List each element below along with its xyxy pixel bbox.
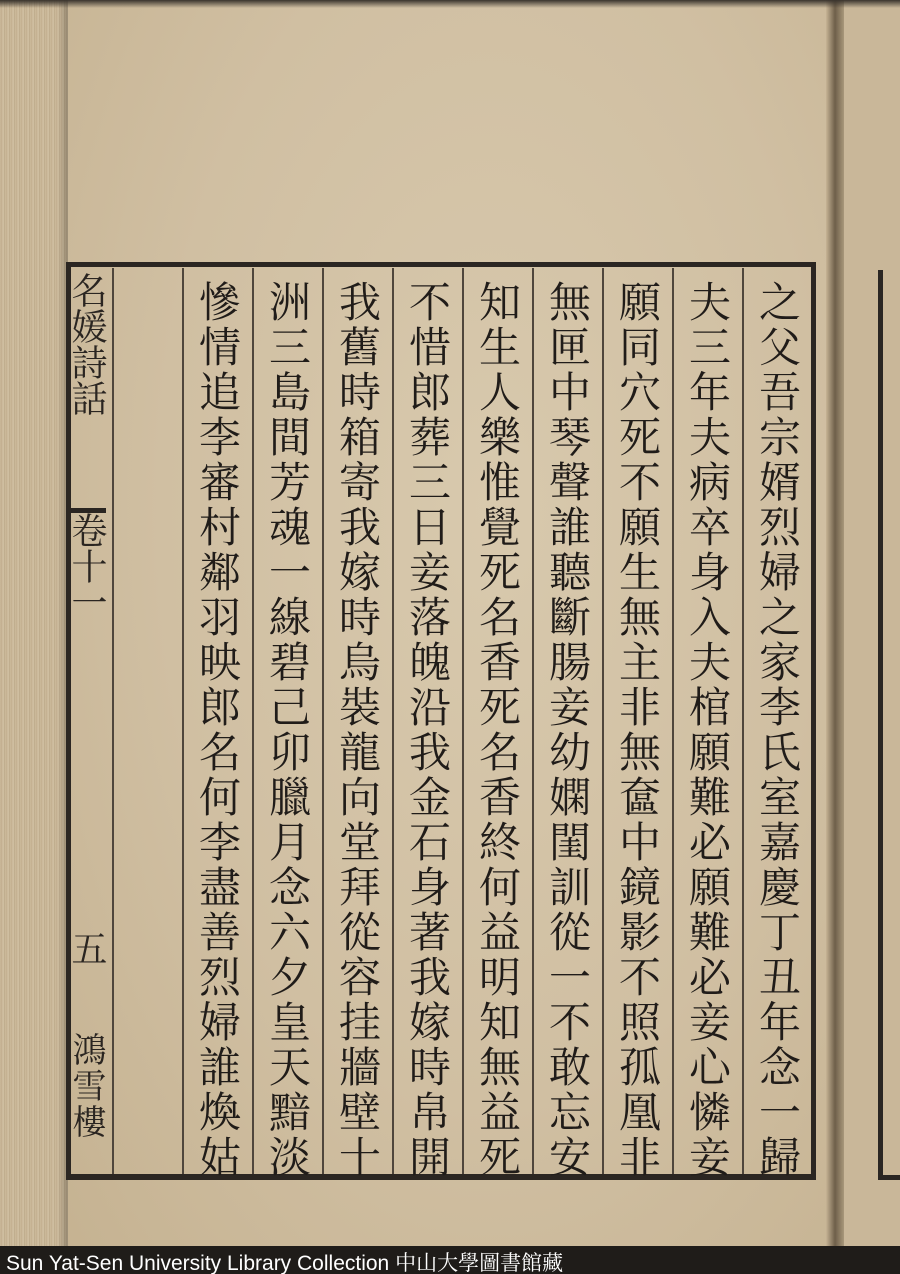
column-rule: [392, 268, 394, 1174]
margin-title: 名媛詩話: [66, 272, 107, 416]
column-rule: [462, 268, 464, 1174]
column-rule: [742, 268, 744, 1174]
column-rule: [532, 268, 534, 1174]
text-column-1: 之父吾宗婿烈婦之家李氏室嘉慶丁丑年念一歸: [753, 280, 802, 1180]
book-gutter: [826, 0, 844, 1274]
column-rule: [112, 268, 114, 1174]
text-column-3: 願同穴死不願生無主非無奩中鏡影不照孤凰非: [613, 280, 662, 1180]
text-column-8: 洲三島間芳魂一線碧己卯臘月念六夕皇天黯淡: [263, 280, 312, 1180]
facing-page-frame: [878, 270, 900, 1180]
top-shadow: [0, 0, 900, 8]
column-rule: [252, 268, 254, 1174]
column-rule: [602, 268, 604, 1174]
text-column-2: 夫三年夫病卒身入夫棺願難必願難必妾心憐妾: [683, 280, 732, 1180]
column-rule: [672, 268, 674, 1174]
text-column-5: 知生人樂惟覺死名香死名香終何益明知無益死: [473, 280, 522, 1180]
text-column-9: 慘情追李審村鄰羽映郎名何李盡善烈婦誰煥姑: [193, 280, 242, 1180]
column-rule: [322, 268, 324, 1174]
studio-name: 鴻雪樓: [66, 1032, 106, 1140]
text-column-4: 無匣中琴聲誰聽斷腸妾幼嫻閨訓從一不敢忘安: [543, 280, 592, 1180]
library-watermark: Sun Yat-Sen University Library Collection 中山大學圖書館藏: [6, 1252, 564, 1274]
folio-number: 五: [66, 930, 107, 966]
text-column-7: 我舊時箱寄我嫁時烏裝龍向堂拜從容挂牆壁十: [333, 280, 382, 1180]
text-column-6: 不惜郎葬三日妾落魄沿我金石身著我嫁時帛開: [403, 280, 452, 1180]
volume-label: 卷十一: [66, 512, 107, 620]
page-fore-edge: [0, 0, 68, 1274]
column-rule: [182, 268, 184, 1174]
watermark-bar: [0, 1246, 900, 1274]
